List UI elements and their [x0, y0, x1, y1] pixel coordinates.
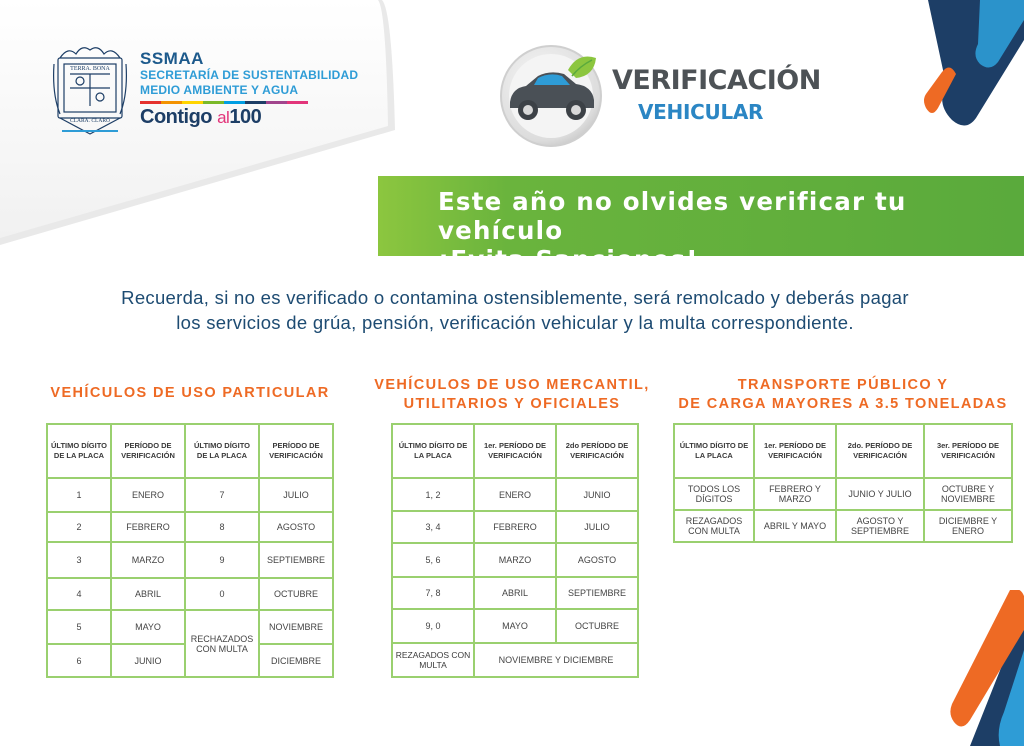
table-cell: FEBRERO: [111, 512, 185, 542]
slogan-main: Contigo: [140, 106, 213, 128]
table-cell: FEBRERO: [474, 511, 556, 543]
table-cell: OCTUBRE: [556, 609, 638, 643]
rainbow-bar: [140, 101, 308, 104]
rainbow-segment: [140, 101, 161, 104]
table-cell: REZAGADOS CON MULTA: [392, 643, 474, 677]
rainbow-segment: [161, 101, 182, 104]
slogan-num: 100: [229, 106, 262, 128]
table-header: 3er. PERÍODO DE VERIFICACIÓN: [924, 424, 1012, 478]
table-cell: JUNIO: [111, 644, 185, 677]
table-cell: AGOSTO Y SEPTIEMBRE: [836, 510, 924, 542]
table-cell: 3: [47, 542, 111, 578]
table-cell: REZAGADOS CON MULTA: [674, 510, 754, 542]
banner-line2: ¡Evita Sanciones!: [438, 245, 699, 274]
table-cell-merged: RECHAZADOS CON MULTA: [185, 610, 259, 677]
rainbow-segment: [203, 101, 224, 104]
table-header: ÚLTIMO DÍGITO DE LA PLACA: [185, 424, 259, 478]
table-header: 1er. PERÍODO DE VERIFICACIÓN: [474, 424, 556, 478]
table-cell: 7: [185, 478, 259, 512]
table-cell: 5, 6: [392, 543, 474, 577]
publico-title: TRANSPORTE PÚBLICO Y DE CARGA MAYORES A 3.5 TONELADAS: [678, 377, 1008, 412]
deco-stripes-bottom: [940, 590, 1024, 746]
rainbow-segment: [245, 101, 266, 104]
logo-subtitle: VEHICULAR: [638, 100, 764, 124]
particular-title: VEHÍCULOS DE USO PARTICULAR: [50, 385, 330, 401]
table-cell: 1, 2: [392, 478, 474, 511]
state-seal-icon: [52, 44, 128, 138]
table-cell: 9: [185, 542, 259, 578]
mercantil-title: VEHÍCULOS DE USO MERCANTIL, UTILITARIOS Y OFICIALES: [374, 377, 650, 412]
org-acronym: SSMAA: [140, 49, 204, 68]
table-cell: OCTUBRE: [259, 578, 333, 610]
org-block: [140, 50, 358, 129]
rainbow-segment: [224, 101, 245, 104]
notice-line1: Recuerda, si no es verificado o contamina ostensiblemente, será remolcado y deberás pagar: [121, 287, 909, 308]
table-cell: ABRIL Y MAYO: [754, 510, 836, 542]
table-cell: JULIO: [556, 511, 638, 543]
table-header: 1er. PERÍODO DE VERIFICACIÓN: [754, 424, 836, 478]
table-cell: SEPTIEMBRE: [556, 577, 638, 609]
table-cell: ABRIL: [474, 577, 556, 609]
vehicle-logo-icon: [498, 44, 604, 148]
table-header: 2do PERÍODO DE VERIFICACIÓN: [556, 424, 638, 478]
banner-line1: Este año no olvides verificar tu vehículo: [438, 187, 907, 245]
slogan: [140, 106, 358, 129]
table-cell: AGOSTO: [259, 512, 333, 542]
seal-bottom-text: CLARA. CLARO: [69, 118, 111, 124]
table-header: ÚLTIMO DÍGITO DE LA PLACA: [392, 424, 474, 478]
table-cell: ABRIL: [111, 578, 185, 610]
table-cell: 3, 4: [392, 511, 474, 543]
table-header: 2do. PERÍODO DE VERIFICACIÓN: [836, 424, 924, 478]
table-cell: 1: [47, 478, 111, 512]
table-cell: MARZO: [474, 543, 556, 577]
table-header: PERÍODO DE VERIFICACIÓN: [259, 424, 333, 478]
slogan-al: al: [217, 108, 230, 127]
table-cell: OCTUBRE Y NOVIEMBRE: [924, 478, 1012, 510]
table-cell: JUNIO Y JULIO: [836, 478, 924, 510]
org-name-line1: SECRETARÍA DE SUSTENTABILIDAD: [140, 68, 359, 82]
deco-stripes-top: [880, 0, 1024, 130]
table-cell: ENERO: [111, 478, 185, 512]
table-cell: FEBRERO Y MARZO: [754, 478, 836, 510]
table-cell: ENERO: [474, 478, 556, 511]
notice-line2: los servicios de grúa, pensión, verificación vehicular y la multa correspondiente.: [176, 312, 854, 333]
notice: [40, 285, 990, 335]
banner-text: [438, 187, 1024, 274]
table-cell: AGOSTO: [556, 543, 638, 577]
particular-table: [46, 423, 334, 678]
table-cell: JUNIO: [556, 478, 638, 511]
table-cell: 5: [47, 610, 111, 644]
logo-title: VERIFICACIÓN: [612, 65, 821, 96]
table-header: ÚLTIMO DÍGITO DE LA PLACA: [674, 424, 754, 478]
table-cell: 9, 0: [392, 609, 474, 643]
rainbow-segment: [266, 101, 287, 104]
table-cell: 2: [47, 512, 111, 542]
table-cell: 7, 8: [392, 577, 474, 609]
table-cell: MAYO: [111, 610, 185, 644]
table-header: ÚLTIMO DÍGITO DE LA PLACA: [47, 424, 111, 478]
table-cell: 6: [47, 644, 111, 677]
rainbow-segment: [287, 101, 308, 104]
table-cell: NOVIEMBRE: [259, 610, 333, 644]
table-cell: SEPTIEMBRE: [259, 542, 333, 578]
table-cell: JULIO: [259, 478, 333, 512]
table-cell: TODOS LOS DÍGITOS: [674, 478, 754, 510]
table-cell: MARZO: [111, 542, 185, 578]
table-cell: 8: [185, 512, 259, 542]
table-cell: DICIEMBRE Y ENERO: [924, 510, 1012, 542]
table-cell: MAYO: [474, 609, 556, 643]
org-name-line2: MEDIO AMBIENTE Y AGUA: [140, 83, 299, 97]
rainbow-segment: [182, 101, 203, 104]
table-cell: DICIEMBRE: [259, 644, 333, 677]
table-header: PERÍODO DE VERIFICACIÓN: [111, 424, 185, 478]
table-cell-merged: NOVIEMBRE Y DICIEMBRE: [474, 643, 638, 677]
table-cell: 4: [47, 578, 111, 610]
publico-table: [673, 423, 1013, 543]
table-cell: 0: [185, 578, 259, 610]
mercantil-table: [391, 423, 639, 678]
seal-top-text: TERRA. BONA: [70, 66, 110, 72]
